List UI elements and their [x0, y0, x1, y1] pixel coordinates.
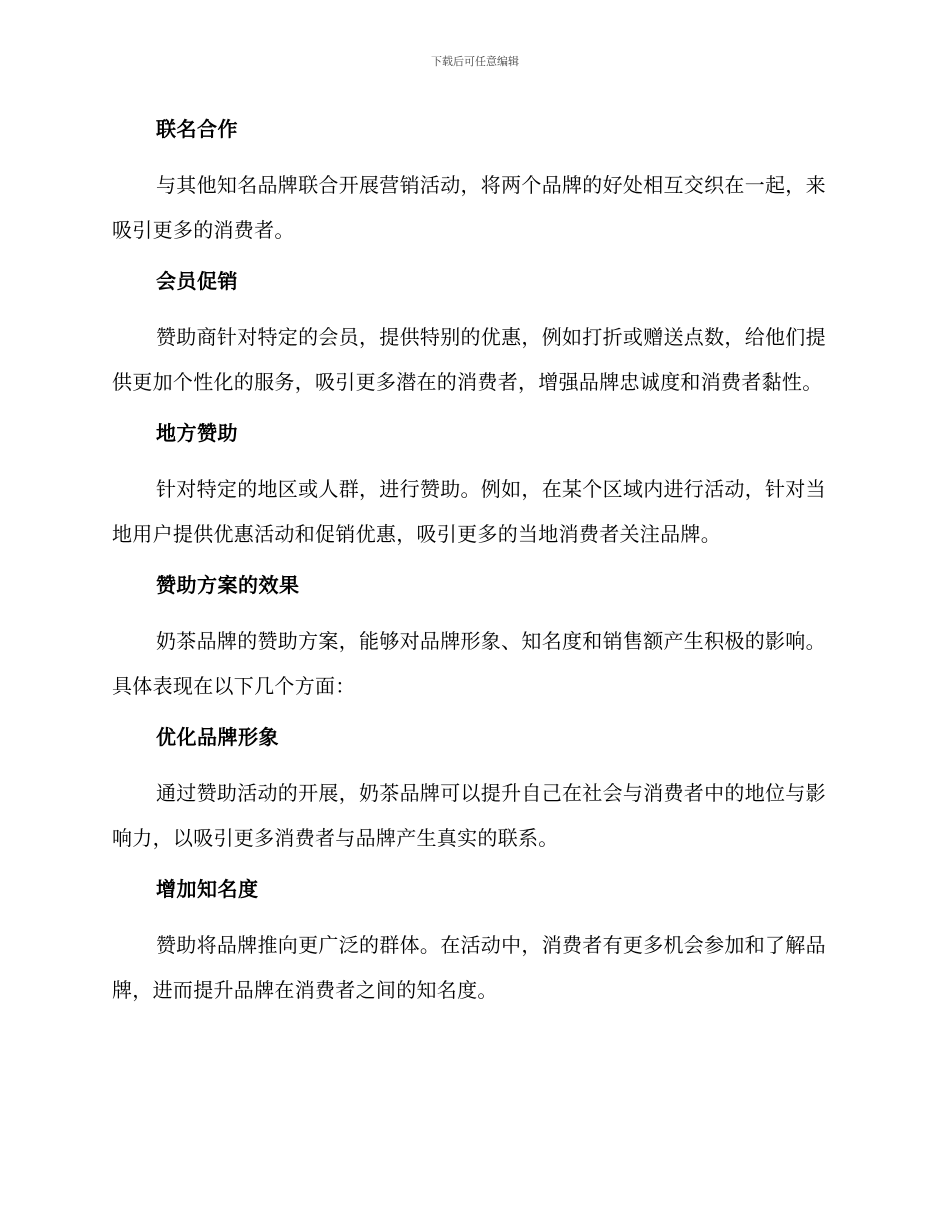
section-paragraph-brand-image: 通过赞助活动的开展，奶茶品牌可以提升自己在社会与消费者中的地位与影响力，以吸引更多消费者与品牌产生真实的联系。: [112, 781, 826, 850]
section-heading-awareness: 增加知名度: [156, 877, 259, 901]
section-paragraph-local-sponsorship: 针对特定的地区或人群，进行赞助。例如，在某个区域内进行活动，针对当地用户提供优惠活动和促销优惠，吸引更多的当地消费者关注品牌。: [112, 477, 826, 546]
section-paragraph-co-branding: 与其他知名品牌联合开展营销活动，将两个品牌的好处相互交织在一起，来吸引更多的消费者。: [112, 173, 826, 242]
section-paragraph-sponsorship-effect: 奶茶品牌的赞助方案，能够对品牌形象、知名度和销售额产生积极的影响。具体表现在以下几个方面：: [112, 629, 826, 698]
section-heading-co-branding: 联名合作: [156, 117, 238, 141]
document-body: [112, 113, 832, 1013]
page-header-note: 下载后可任意编辑: [431, 55, 519, 68]
section-heading-sponsorship-effect: 赞助方案的效果: [156, 573, 300, 597]
section-heading-member-promotion: 会员促销: [156, 269, 238, 293]
section-heading-brand-image: 优化品牌形象: [156, 725, 279, 749]
section-paragraph-member-promotion: 赞助商针对特定的会员，提供特别的优惠，例如打折或赠送点数，给他们提供更加个性化的服务，吸引更多潜在的消费者，增强品牌忠诚度和消费者黏性。: [112, 325, 826, 394]
section-paragraph-awareness: 赞助将品牌推向更广泛的群体。在活动中，消费者有更多机会参加和了解品牌，进而提升品牌在消费者之间的知名度。: [112, 933, 826, 1002]
section-heading-local-sponsorship: 地方赞助: [156, 421, 238, 445]
